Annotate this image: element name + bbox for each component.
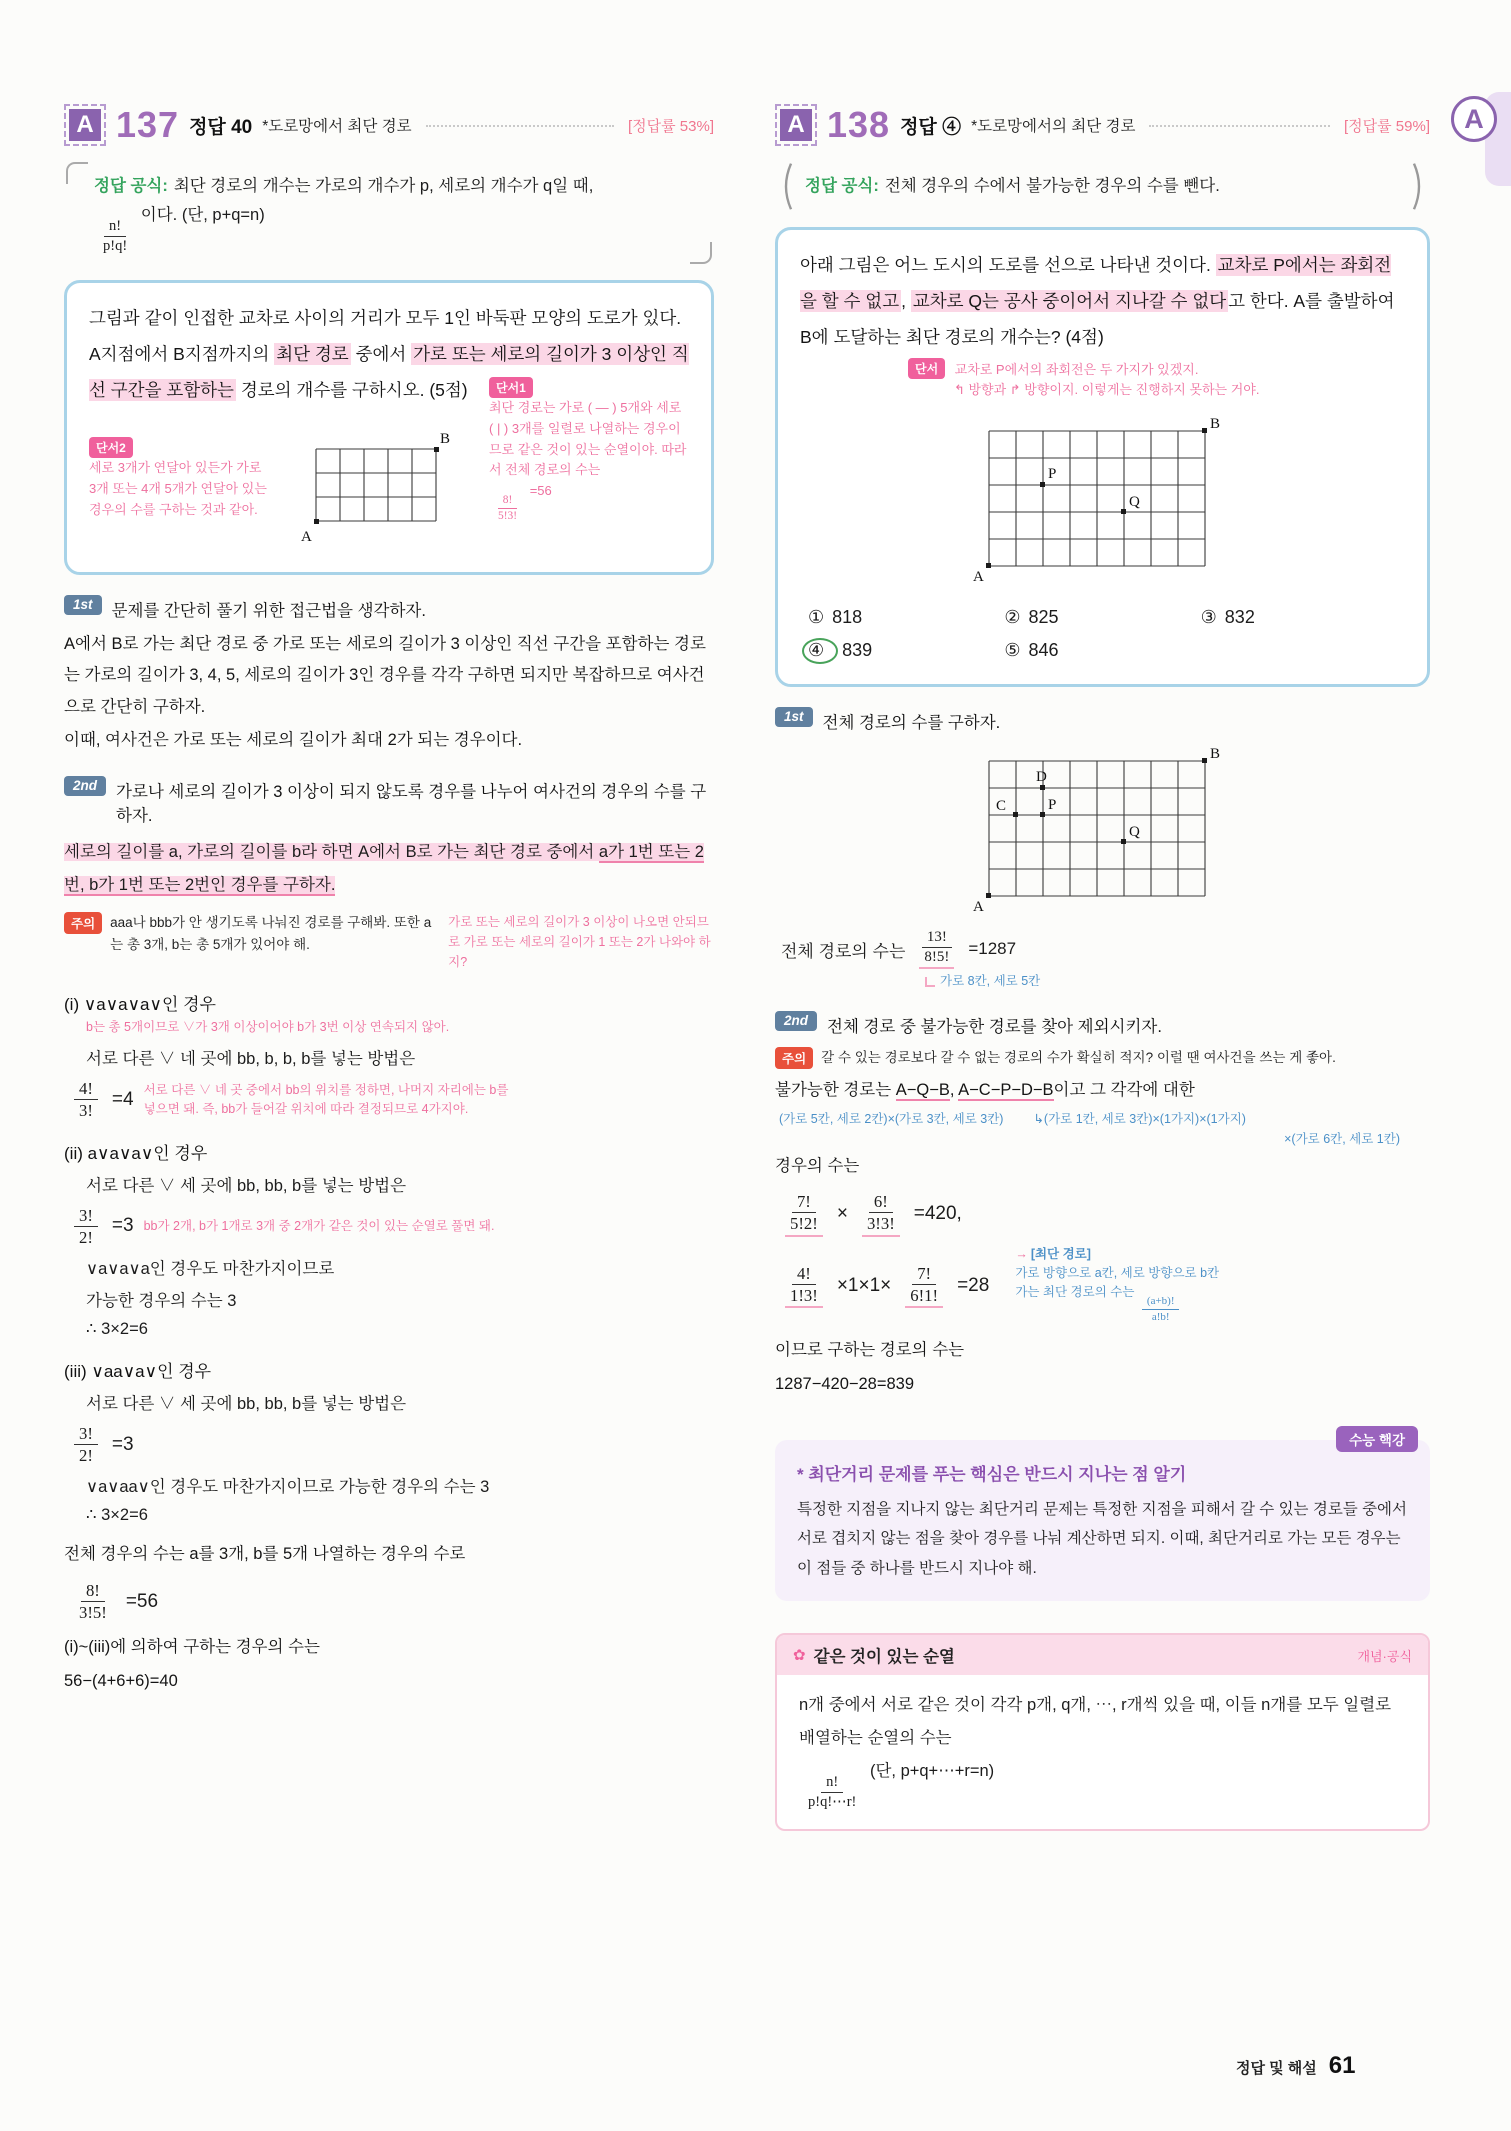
caution-text: 갈 수 있는 경로보다 갈 수 없는 경로의 수가 확실히 적지? 이럴 땐 여사건을 쓰는 게 좋아. <box>821 1050 1336 1066</box>
clue2-badge: 단서2 <box>89 437 133 458</box>
point-b-dot <box>434 447 439 452</box>
fraction: $\frac{n!}{p!q!}$ <box>103 218 128 254</box>
fraction: $\frac{4!}{3!}$ <box>74 1079 98 1120</box>
concept-text: n개 중에서 서로 같은 것이 각각 p개, q개, ⋯, r개씩 있을 때, 이들 n개를 모두 일렬로 배열하는 순열의 수는 <box>799 1696 1392 1748</box>
point-b-dot <box>1202 428 1207 433</box>
point-label-a: A <box>301 529 312 546</box>
step-2-row <box>775 1011 1430 1037</box>
case-2-line3: 가능한 경우의 수는 3 <box>86 1292 237 1311</box>
choice-value: 839 <box>842 640 873 661</box>
operator: ×1×1× <box>836 1274 892 1296</box>
case-1-note: b는 총 5개이므로 ∨가 3개 이상이어야 b가 3번 이상 연속되지 않아. <box>86 1020 450 1035</box>
clue-text-line1: 교차로 P에서의 좌회전은 두 가지가 있겠지. <box>954 361 1199 377</box>
case-2-heading: (ii) a∨a∨a∨인 경우 <box>64 1143 208 1163</box>
problem-137-header <box>64 104 714 146</box>
annotation-3: ×(가로 6칸, 세로 1칸) <box>1284 1131 1400 1146</box>
case-1-heading: (i) ∨a∨a∨a∨인 경우 <box>64 995 216 1015</box>
highlight: 세로의 길이를 a, 가로의 길이를 b라 하면 A에서 B로 가는 최단 경로 중에서 <box>64 843 599 862</box>
equation-result: =28 <box>957 1274 990 1296</box>
case-2-equation <box>70 1206 714 1247</box>
flower-icon: ✿ <box>793 1647 806 1665</box>
point-label-c: C <box>995 798 1006 815</box>
total-path-equation <box>781 929 1430 969</box>
fraction: $\frac{3!}{2!}$ <box>74 1424 98 1465</box>
point-d-dot <box>1040 785 1045 790</box>
dotted-leader <box>426 123 614 127</box>
clue1-badge: 단서1 <box>489 377 533 398</box>
shortest-path-line2: 가는 최단 경로의 수는 <box>1015 1285 1135 1300</box>
shortest-path-title: [최단 경로] <box>1030 1246 1091 1261</box>
choice-number: ④ <box>808 640 825 661</box>
concept-body <box>777 1675 1428 1829</box>
point-p-dot <box>1040 812 1045 817</box>
case-2-line2: ∨a∨a∨a인 경우도 마찬가지이므로 <box>86 1260 335 1279</box>
step-2-badge: 2nd <box>775 1011 817 1031</box>
problem-type-badge <box>64 104 106 146</box>
problem-statement-box <box>64 280 714 575</box>
grid-size-note-text: 가로 8칸, 세로 5칸 <box>940 974 1041 989</box>
equation-result: =1287 <box>968 939 1017 959</box>
choice-1 <box>808 607 1004 628</box>
step-1-row <box>775 707 1430 733</box>
concept-title: 같은 것이 있는 순열 <box>813 1648 955 1667</box>
topic-label: *도로망에서 최단 경로 <box>262 118 412 135</box>
path-a-q-b: A−Q−B <box>895 1081 950 1100</box>
result-line: 이므로 구하는 경로의 수는 <box>775 1341 965 1360</box>
highlight: 가로 또는 세로의 길이가 3 이상인 직선 구간을 포함하는 <box>89 344 689 401</box>
clue-text-line2: ↰ 방향과 ↱ 방향이지. 이렇게는 진행하지 못하는 거야. <box>954 382 1260 398</box>
case-2-pink-note: bb가 2개, b가 1개로 3개 중 2개가 같은 것이 있는 순열로 풀면 돼. <box>143 1218 495 1233</box>
topic-label: *도로망에서의 최단 경로 <box>971 118 1136 135</box>
equation-result: =420, <box>913 1203 962 1225</box>
step-2-row <box>64 776 714 826</box>
choice-number: ① <box>808 607 825 628</box>
problem-text: , <box>901 290 911 311</box>
point-label-b: B <box>1209 746 1220 763</box>
point-p-dot <box>1040 482 1045 487</box>
grid-diagram-138-problem <box>963 411 1243 589</box>
total-path-pre: 전체 경로의 수는 <box>781 941 906 961</box>
case-count-line: 경우의 수는 <box>775 1156 860 1175</box>
solution-138 <box>775 707 1430 1831</box>
case-2-line: 서로 다른 ∨ 세 곳에 bb, bb, b를 넣는 방법은 <box>86 1176 407 1195</box>
step-1-badge: 1st <box>775 707 813 727</box>
clue1-result: =56 <box>529 483 552 499</box>
point-label-b: B <box>440 431 451 448</box>
caution-row <box>775 1047 1430 1069</box>
problem-text: 아래 그림은 어느 도시의 도로를 선으로 나타낸 것이다. <box>800 254 1216 275</box>
annotation-2: ↳(가로 1칸, 세로 3칸)×(1가지)×(1가지) <box>1033 1111 1246 1126</box>
case-3-equation <box>70 1424 714 1465</box>
highlight: 최단 경로 <box>276 344 349 365</box>
caution-row <box>64 912 714 972</box>
step-2-badge: 2nd <box>64 776 106 796</box>
suneung-key-lecture-badge: 수능 핵강 <box>1336 1426 1418 1452</box>
problem-137-column <box>64 104 714 1699</box>
highlight-underline: a가 1번 또는 2번, b가 1번 또는 2번인 경우를 구하자. <box>64 843 704 895</box>
choice-3 <box>1201 607 1397 628</box>
case-1-pink-note: 서로 다른 ∨ 네 곳 중에서 bb의 위치를 정하면, 나머지 자리에는 b를 넣으면 돼. 즉, bb가 들어갈 위치에 따라 결정되므로 4가지야. <box>143 1083 509 1116</box>
point-label-a: A <box>972 899 984 916</box>
step-1-row <box>64 595 714 621</box>
problem-number: 137 <box>116 104 180 145</box>
point-label-q: Q <box>1128 824 1140 841</box>
caution-badge: 주의 <box>64 912 102 934</box>
problem-138-column <box>775 104 1430 1831</box>
problem-number: 138 <box>827 104 891 145</box>
elbow-connector <box>925 977 935 987</box>
concept-tag: 개념·공식 <box>1357 1648 1412 1664</box>
case-2-result: ∴ 3×2=6 <box>86 1320 148 1339</box>
solution-paragraph: 이때, 여사건은 가로 또는 세로의 길이가 최대 2가 되는 경우이다. <box>64 731 523 750</box>
impossible-text: 이고 그 각각에 대한 <box>1053 1081 1195 1100</box>
formula-label: 정답 공식: <box>805 177 879 195</box>
equation-result: =3 <box>111 1433 134 1455</box>
concept-formula-box <box>775 1633 1430 1831</box>
step-1-title: 문제를 간단히 풀기 위한 접근법을 생각하자. <box>111 602 426 621</box>
badge-letter: A <box>69 109 101 141</box>
fraction: $\frac{8!}{3!5!}$ <box>79 1580 107 1623</box>
problem-statement-box <box>775 227 1430 687</box>
clue1-annotation <box>489 377 689 556</box>
step-2-title: 가로나 세로의 길이가 3 이상이 되지 않도록 경우를 나누어 여사건의 경우의 수를 구하자. <box>116 783 707 826</box>
shortest-path-line1: 가로 방향으로 a칸, 세로 방향으로 b칸 <box>1015 1265 1220 1280</box>
clue1-formula <box>489 481 689 523</box>
page-number: 61 <box>1328 2052 1356 2079</box>
fraction: $\frac{7!}{5!2!}$ <box>785 1192 823 1236</box>
total-equation <box>70 1581 714 1622</box>
problem-type-badge <box>775 104 817 146</box>
dotted-leader <box>1149 123 1330 127</box>
clue2-annotation <box>89 413 269 556</box>
grid-diagram-wrap <box>775 741 1430 919</box>
conclusion-line: (i)~(iii)에 의하여 구하는 경우의 수는 <box>64 1638 320 1657</box>
problem-text: 그림과 같이 인접한 교차로 사이의 거리가 모두 1인 바둑판 모양의 도로가 있다. A지점에서 B지점까지의 <box>89 308 682 365</box>
caution-badge: 주의 <box>775 1047 813 1069</box>
concept-condition: (단, p+q+⋯+r=n) <box>869 1762 995 1781</box>
formula-tail: 이다. (단, p+q=n) <box>140 205 265 224</box>
step-1-title: 전체 경로의 수를 구하자. <box>822 714 1001 733</box>
formula-text: 최단 경로의 개수는 가로의 개수가 p, 세로의 개수가 q일 때, <box>173 177 594 195</box>
fraction: $\frac{(a+b)!}{a!b!}$ <box>1142 1295 1180 1323</box>
clue1-text: 최단 경로는 가로 ( ― ) 5개와 세로 ( | ) 3개를 일렬로 나열하는 경우이므로 같은 것이 있는 순열이야. 따라서 전체 경로의 수는 <box>489 400 687 478</box>
final-answer-line: 56−(4+6+6)=40 <box>64 1671 178 1690</box>
answer-formula-box <box>777 162 1428 211</box>
correct-rate: [정답률 59%] <box>1344 117 1430 135</box>
point-a-dot <box>986 563 991 568</box>
answer-formula-box <box>66 162 712 264</box>
arrow-icon: → <box>1015 1246 1028 1261</box>
point-b-dot <box>1202 758 1207 763</box>
choice-value: 825 <box>1028 607 1059 628</box>
choice-number: ② <box>1004 607 1021 628</box>
caution-text: aaa나 bbb가 안 생기도록 나눠진 경로를 구해봐. 또한 a는 총 3개, b는 총 5개가 있어야 해. <box>110 915 432 952</box>
answer-choices <box>808 607 1397 662</box>
point-label-q: Q <box>1128 494 1140 511</box>
fraction: $\frac{13!}{8!5!}$ <box>919 929 954 969</box>
key-lecture-title: * 최단거리 문제를 푸는 핵심은 반드시 지나는 점 알기 <box>797 1465 1187 1484</box>
highlight: 교차로 Q는 공사 중이어서 지나갈 수 없다 <box>912 290 1227 311</box>
formula-text: 전체 경우의 수에서 불가능한 경우의 수를 뺀다. <box>884 177 1220 195</box>
step-1-badge: 1st <box>64 595 102 615</box>
section-tab-a: A <box>1451 96 1497 142</box>
paren-decoration <box>1412 162 1426 211</box>
equation-result: =56 <box>125 1590 159 1612</box>
clue-badge: 단서 <box>908 358 945 379</box>
corner-decoration <box>66 162 88 184</box>
case-3-heading: (iii) ∨aa∨a∨인 경우 <box>64 1362 212 1382</box>
grid-diagram-137 <box>281 429 477 551</box>
fraction: $\frac{n!}{p!q!\cdots r!}$ <box>808 1774 857 1811</box>
fraction: $\frac{4!}{1!3!}$ <box>785 1264 823 1308</box>
clue-annotation <box>908 358 1405 402</box>
case-3-line2: ∨a∨aa∨인 경우도 마찬가지이므로 가능한 경우의 수는 3 <box>86 1478 490 1497</box>
point-label-p: P <box>1047 466 1056 483</box>
answer-label: 정답 ④ <box>900 116 962 138</box>
choice-5 <box>1004 640 1200 662</box>
point-label-b: B <box>1209 416 1220 433</box>
point-c-dot <box>1013 812 1018 817</box>
highlighted-paragraph <box>64 836 714 902</box>
fraction: $\frac{7!}{6!1!}$ <box>905 1264 943 1308</box>
concept-header <box>777 1635 1428 1675</box>
paren-decoration <box>779 162 793 211</box>
badge-letter: A <box>780 109 812 141</box>
shortest-path-note <box>1015 1245 1219 1324</box>
path-a-c-p-d-b: A−C−P−D−B <box>958 1081 1054 1100</box>
answer-label: 정답 40 <box>189 116 253 138</box>
choice-value: 832 <box>1224 607 1255 628</box>
choice-number: ⑤ <box>1004 640 1021 661</box>
formula-label: 정답 공식: <box>94 177 168 195</box>
path-count-annotations <box>779 1109 1430 1129</box>
correct-rate: [정답률 53%] <box>628 117 714 135</box>
choice-value: 846 <box>1028 640 1059 661</box>
fraction: $\frac{3!}{2!}$ <box>74 1206 98 1247</box>
solution-paragraph: A에서 B로 가는 최단 경로 중 가로 또는 세로의 길이가 3 이상인 직선 구간을 포함하는 경로는 가로의 길이가 3, 4, 5, 세로의 길이가 3인 경우를 각각 구하면 되지만 복잡하므로 여사건으로 간단히 구하자. <box>64 635 706 716</box>
problem-statement <box>800 248 1405 356</box>
choice-number: ③ <box>1200 607 1217 628</box>
point-q-dot <box>1121 839 1126 844</box>
case-3-result: ∴ 3×2=6 <box>86 1506 148 1525</box>
highlight: 교차로 P에서는 좌회전을 할 수 없고 <box>800 254 1392 311</box>
point-label-d: D <box>1035 769 1047 786</box>
choice-2 <box>1004 607 1200 628</box>
selected-answer-circle <box>802 638 838 664</box>
problem-138-header <box>775 104 1430 146</box>
point-label-p: P <box>1047 797 1056 814</box>
point-label-a: A <box>972 569 984 586</box>
case-1-line: 서로 다른 ∨ 네 곳에 bb, b, b, b를 넣는 방법은 <box>86 1050 416 1069</box>
problem-text: 경로의 개수를 구하시오. (5점) <box>235 380 468 401</box>
key-lecture-body: 특정한 지점을 지나지 않는 최단거리 문제는 특정한 지점을 피해서 갈 수 있는 경로들 중에서 서로 겹치지 않는 점을 찾아 경우를 나눠 계산하면 되지. 이때, 최단거리로 가는 모든 경우는 이 점들 중 하나를 반드시 지나야 해. <box>797 1501 1407 1577</box>
grid-diagram-wrap <box>281 413 477 556</box>
suneung-key-lecture-box <box>775 1433 1430 1601</box>
problem-text: 중에서 <box>350 344 412 365</box>
impossible-text: , <box>949 1081 959 1100</box>
step-2-title: 전체 경로 중 불가능한 경로를 찾아 제외시키자. <box>827 1018 1162 1037</box>
grid-diagram-138-solution <box>963 741 1243 919</box>
case-1-equation <box>70 1079 714 1120</box>
fraction: $\frac{8!}{5!3!}$ <box>498 494 518 523</box>
operator: × <box>836 1203 848 1225</box>
problem-text: 고 한다. A를 출발하여 B에 도달하는 최단 경로의 개수는? (4점) <box>800 290 1395 347</box>
case-3-line: 서로 다른 ∨ 세 곳에 bb, bb, b를 넣는 방법은 <box>86 1395 407 1414</box>
solution-137 <box>64 595 714 1697</box>
choice-4-selected <box>808 640 1004 662</box>
corner-decoration <box>690 242 712 264</box>
equation-2 <box>781 1247 1430 1326</box>
grid-diagram-wrap <box>800 411 1405 589</box>
caution-pink-note: 가로 또는 세로의 길이가 3 이상이 나오면 안되므로 가로 또는 세로의 길이가 1 또는 2가 나와야 하지? <box>448 915 711 970</box>
impossible-text: 불가능한 경로는 <box>775 1081 896 1100</box>
equation-result: =4 <box>111 1088 134 1110</box>
fraction: $\frac{6!}{3!3!}$ <box>862 1192 900 1236</box>
clue2-text: 세로 3개가 연달아 있든가 가로 3개 또는 4개 5개가 연달아 있는 경우의 수를 구하는 것과 같아. <box>89 460 267 517</box>
equation-result: =3 <box>111 1215 134 1237</box>
point-a-dot <box>986 893 991 898</box>
point-a-dot <box>314 519 319 524</box>
choice-value: 818 <box>832 607 863 628</box>
annotation-1: (가로 5칸, 세로 2칸)×(가로 3칸, 세로 3칸) <box>779 1111 1004 1126</box>
total-line: 전체 경우의 수는 a를 3개, b를 5개 나열하는 경우의 수로 <box>64 1545 466 1564</box>
grid-size-note <box>925 971 1430 991</box>
page-footer <box>1236 2052 1356 2080</box>
impossible-paths-line <box>775 1075 1430 1106</box>
equation-1 <box>781 1192 1430 1236</box>
final-answer-line: 1287−420−28=839 <box>775 1374 915 1393</box>
point-q-dot <box>1121 509 1126 514</box>
footer-section-label: 정답 및 해설 <box>1236 2060 1317 2077</box>
